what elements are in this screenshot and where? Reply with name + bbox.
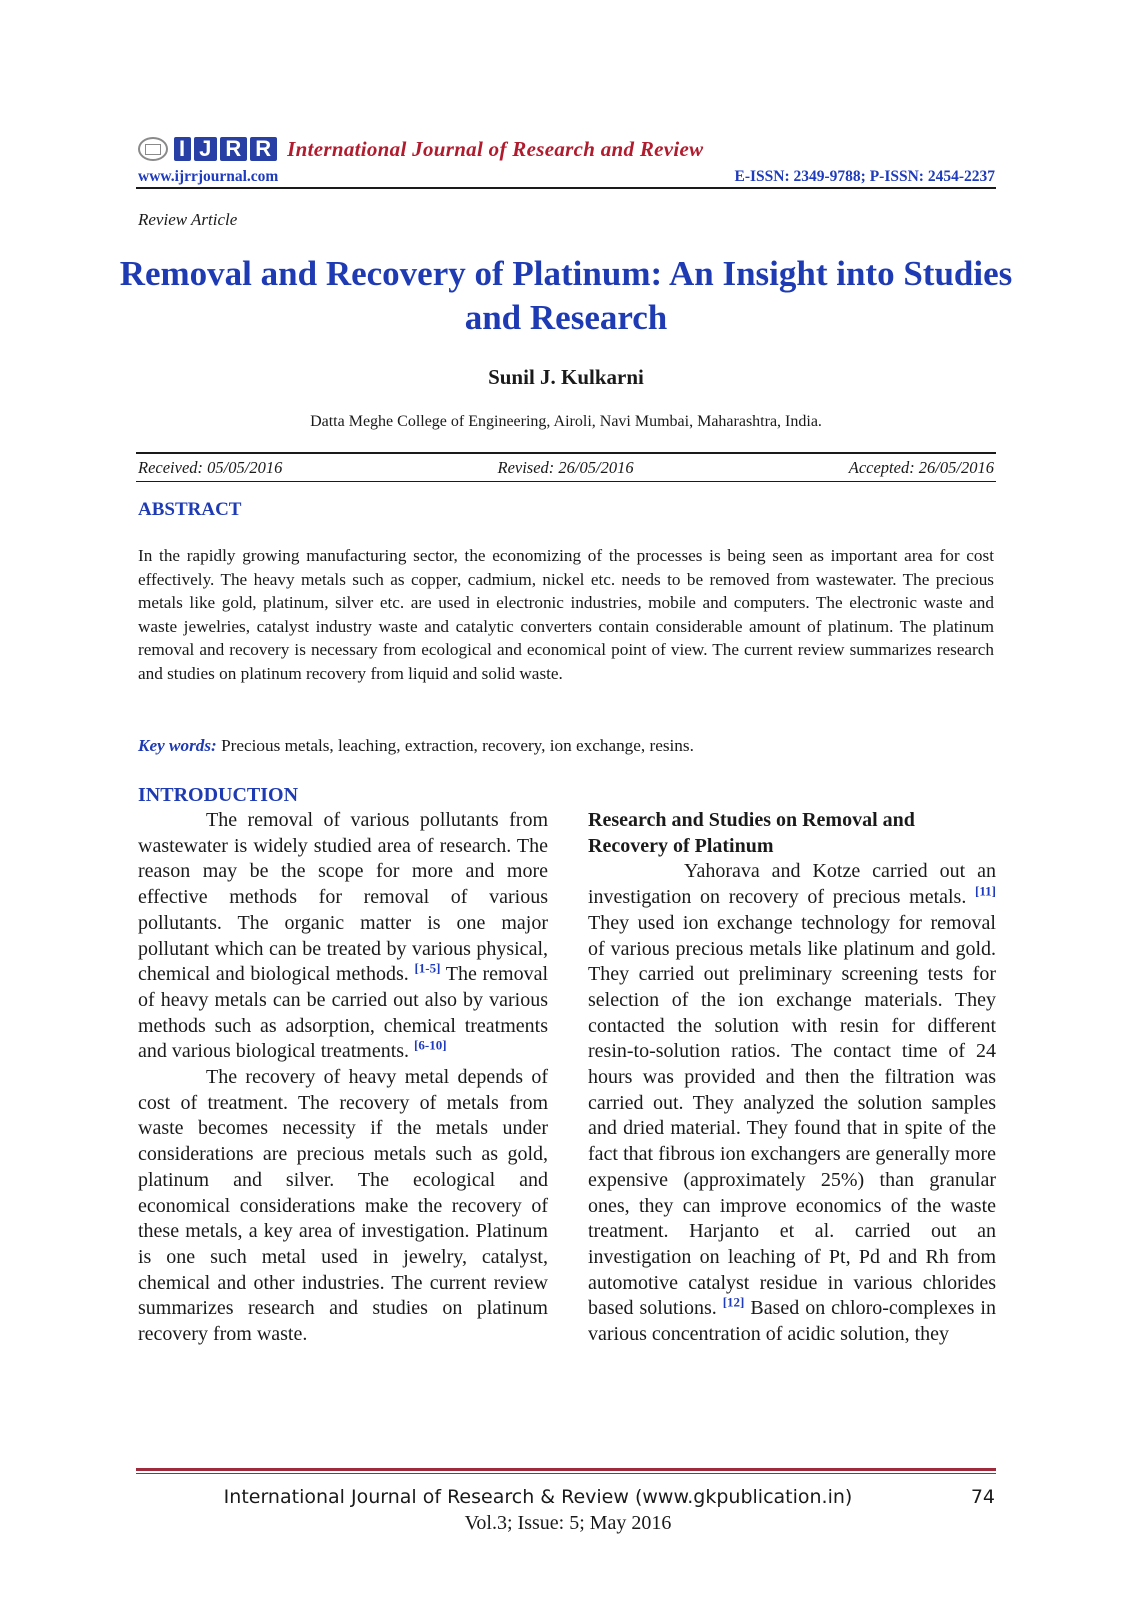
dates-divider-top [136,452,996,454]
footer-divider [136,1468,996,1471]
footer-divider-thin [136,1473,996,1474]
right-column [588,808,996,1348]
author-affiliation: Datta Meghe College of Engineering, Airoli, Navi Mumbai, Maharashtra, India. [310,413,822,430]
citation-link[interactable]: [6-10] [414,1037,447,1053]
logo-letter: R [250,137,277,161]
ijrr-logo [174,137,277,161]
article-type: Review Article [138,210,238,229]
received-date: Received: 05/05/2016 [138,458,283,477]
left-column [138,782,548,1348]
introduction-heading: INTRODUCTION [138,784,299,806]
journal-seal-icon [138,137,168,161]
page-number: 74 [970,1486,995,1508]
research-paragraph [588,859,996,1347]
logo-letter: R [220,137,247,161]
issn-text: E-ISSN: 2349-9788; P-ISSN: 2454-2237 [734,168,995,185]
accepted-date: Accepted: 26/05/2016 [848,458,994,477]
citation-link[interactable]: [12] [722,1294,745,1310]
paragraph-text: Based on chloro-complexes in various concentration of acidic solution, they [588,1297,996,1346]
footer-volume: Vol.3; Issue: 5; May 2016 [464,1512,672,1534]
journal-url-link[interactable]: www.ijrrjournal.com [138,168,279,185]
dates-divider-bottom [136,481,996,482]
paragraph-text: They used ion exchange technology for removal of various precious metals like platinum and gold. They carried out preliminary screening tests for selection of the ion exchange materials. They contacted the solution with resin for different resin-to-solution ratios. The contact time of 24 hours was provided and then the filtration was carried out. They analyzed the solution samples and dried material. They found that in spite of the fact that fibrous ion exchangers are generally more expensive (approximately 25%) than granular ones, they can improve economics of the waste treatment. Harjanto et al. carried out an investigation on leaching of Pt, Pd and Rh from automotive catalyst residue in various chlorides based solutions. [588,911,996,1320]
introduction-paragraph [138,808,548,1065]
journal-logo [138,134,704,164]
paragraph-text: Yahorava and Kotze carried out an investigation on recovery of precious metals. [588,860,996,909]
paragraph-text: The removal of heavy metals can be carried out also by various methods such as adsorption, chemical treatments and various biological treatments. [138,963,549,1063]
introduction-paragraph: The recovery of heavy metal depends of cost of treatment. The recovery of metals from waste becomes necessity if the metals under considerations are precious metals such as gold, platinum and silver. The ecological and economical considerations make the recovery of these metals, a key area of investigation. Platinum is one such metal used in jewelry, catalyst, chemical and other industries. The current review summarizes research and studies on platinum recovery from waste. [138,1066,548,1346]
logo-letter: I [174,137,191,161]
citation-link[interactable]: [11] [975,883,996,899]
paragraph-text: The removal of various pollutants from wastewater is widely studied area of research. The reason may be the scope for more and more effective methods for removal of various pollutants. The organic matter is one major pollutant which can be treated by various physical, chemical and biological methods. [138,809,548,986]
keywords [138,734,994,757]
author-name: Sunil J. Kulkarni [488,365,644,389]
footer-journal: International Journal of Research & Review (www.gkpublication.in) [223,1486,853,1508]
keywords-list: Precious metals, leaching, extraction, recovery, ion exchange, resins. [216,736,694,755]
revised-date: Revised: 26/05/2016 [497,458,634,477]
research-heading: Research and Studies on Removal and Recovery of Platinum [588,809,915,857]
article-title: Removal and Recovery of Platinum: An Insight into Studies and Research [119,254,1013,337]
keywords-label: Key words: [138,736,217,755]
abstract-text: In the rapidly growing manufacturing sector, the economizing of the processes is being seen as important area for cost effectively. The heavy metals such as copper, cadmium, nickel etc. needs to be removed from wastewater. The precious metals like gold, platinum, silver etc. are used in electronic industries, mobile and computers. The electronic waste and waste jewelries, catalyst industry waste and catalytic converters contain considerable amount of platinum. The platinum removal and recovery is necessary from ecological and economical point of view. The current review summarizes research and studies on platinum recovery from liquid and solid waste. [138,546,994,683]
journal-name: International Journal of Research and Review [287,136,704,161]
citation-link[interactable]: [1-5] [414,960,441,976]
logo-letter: J [194,137,217,161]
dates-row [138,458,994,478]
header-divider [136,187,996,189]
abstract-heading: ABSTRACT [138,499,242,520]
